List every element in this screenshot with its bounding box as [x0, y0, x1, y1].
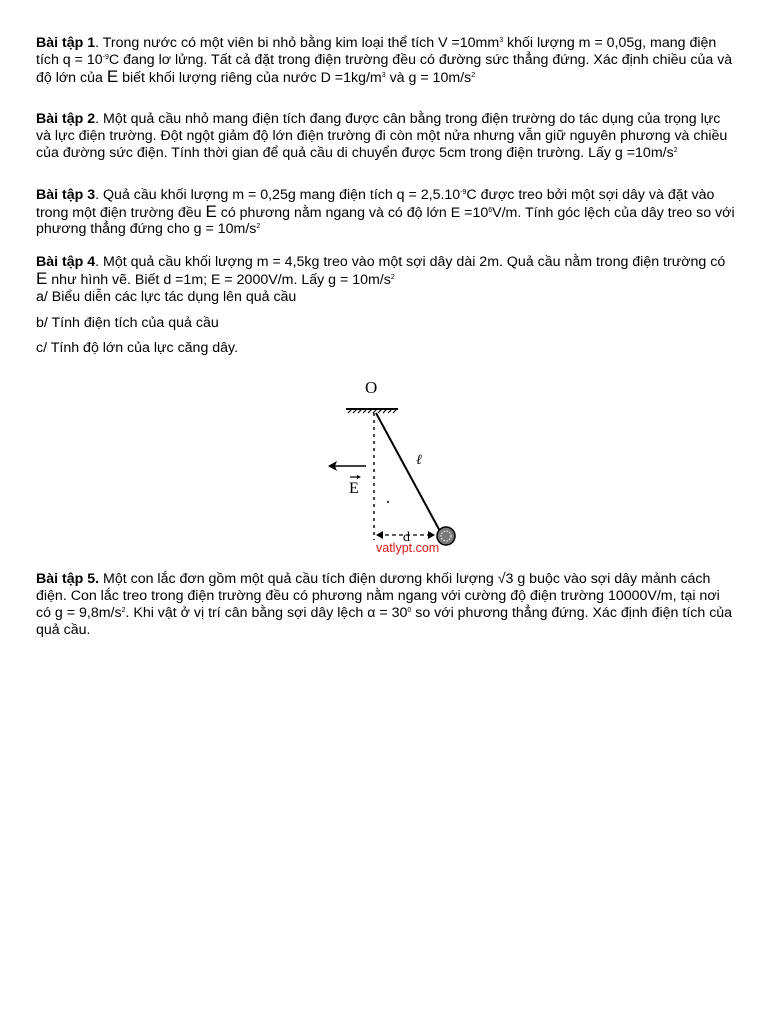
problem-5: [36, 571, 736, 638]
problem-3-text-c: có phương nằm ngang và có độ lớn E =10: [216, 204, 489, 221]
document-page: [36, 35, 736, 638]
problem-4-text-a: . Một quả cầu khối lượng m = 4,5kg treo vào một sợi dây dài 2m. Quả cầu nằm trong điện trường có: [95, 254, 726, 271]
problem-3-text-a: . Quả cầu khối lượng m = 0,25g mang điện tích q = 2,5.10: [95, 186, 461, 203]
problem-1-title: Bài tập 1: [36, 35, 96, 51]
problem-2: [36, 111, 736, 161]
problem-3-sup-a: -9: [460, 188, 467, 196]
problem-2-sup-a: 2: [673, 146, 678, 154]
pendulum-figure: [36, 375, 736, 565]
label-e: E: [349, 480, 359, 498]
problem-1-text-d: biết khối lượng riêng của nước D =1kg/m: [118, 69, 382, 86]
problem-2-text-a: . Một quả cầu nhỏ mang điện tích đang được cân bằng trong điện trường do tác dụng của trọng lực và lực điện trường. Đột ngột giảm độ lớn điện trường đi còn một nửa nhưng vẫn giữ nguyên phương và chiều của đường sức điện. Tính thời gian để quả cầu di chuyển được 5cm trong điện trường. Lấy g =10m/s: [36, 111, 728, 161]
pendulum-string: [376, 413, 441, 533]
pendulum-ball: [437, 527, 455, 545]
problem-3-vector-e: E: [205, 201, 217, 221]
problem-4-part-a: a/ Biểu diễn các lực tác dụng lên quả cầu: [36, 288, 297, 305]
problem-1-sup-a: 3: [499, 37, 504, 44]
problem-5-sup-a: 2: [121, 606, 126, 614]
distance-arrow-left: [376, 531, 383, 539]
problem-1-vector-e: E: [106, 66, 119, 86]
problem-5-sup-b: 0: [407, 606, 412, 614]
problem-3-text-d: V/m. Tính góc lệch của dây treo so với phương thẳng đứng cho g = 10m/s: [36, 204, 735, 238]
problem-4-statement: [36, 254, 736, 289]
problem-4-sup-a: 2: [390, 273, 395, 281]
problem-3: [36, 187, 736, 238]
problem-3-title: Bài tập 3: [36, 186, 96, 203]
e-label-arrow-head: [357, 475, 361, 479]
problem-2-title: Bài tập 2: [36, 111, 96, 128]
problem-1-text-c: C đang lơ lửng. Tất cả đặt trong điện trường đều có đường sức thẳng đứng. Xác định chiều của và độ lớn của: [36, 51, 733, 86]
distance-arrow-right: [428, 531, 435, 539]
problem-4-vector-e: E: [36, 268, 48, 288]
label-l: ℓ: [416, 453, 422, 469]
problem-1-sup-c: 3: [381, 71, 386, 79]
problem-4-title: Bài tập 4: [36, 254, 96, 271]
watermark: vatlypt.com: [376, 541, 440, 556]
problem-4-part-b: b/ Tính điện tích của quả cầu: [36, 314, 219, 331]
problem-3-text-b: C được treo bởi một sợi dây và đặt vào trong một điện trường đều: [36, 186, 715, 221]
problem-1: [36, 35, 736, 86]
problem-1-text-b: khối lượng m = 0,05g, mang điện tích q = 10: [36, 35, 717, 68]
problem-4-part-c: c/ Tính độ lớn của lực căng dây.: [36, 340, 239, 357]
problem-1-text-e: và g = 10m/s: [385, 69, 472, 86]
problem-5-text-c: so với phương thẳng đứng. Xác định điện tích của quả cầu.: [36, 604, 733, 638]
problem-5-text-a: Một con lắc đơn gồm một quả cầu tích điện dương khối lượng √3 g buộc vào sợi dây mảnh cách điện. Con lắc treo trong điện trường đều có phương nằm ngang với cường độ điện trường 10000V/m, tại nơi có g = 9,8m/s: [36, 571, 720, 621]
problem-3-sup-c: 2: [256, 223, 261, 231]
problem-4: [36, 254, 736, 565]
dot-mark: [387, 501, 389, 503]
label-d: d: [403, 530, 410, 546]
pendulum-diagram: [306, 375, 506, 555]
label-o: O: [365, 378, 378, 398]
problem-3-sup-b: 6: [488, 206, 493, 214]
problem-1-sup-b: -9: [102, 53, 109, 61]
problem-4-text-b: như hình vẽ. Biết d =1m; E = 2000V/m. Lấy g = 10m/s: [47, 271, 391, 288]
problem-5-text-b: . Khi vật ở vị trí cân bằng sợi dây lệch α = 30: [125, 604, 408, 621]
problem-5-title: Bài tập 5.: [36, 571, 100, 588]
problem-1-sup-d: 2: [471, 71, 476, 79]
problem-1-text-a: . Trong nước có một viên bi nhỏ bằng kim loại thể tích V =10mm: [95, 35, 500, 51]
